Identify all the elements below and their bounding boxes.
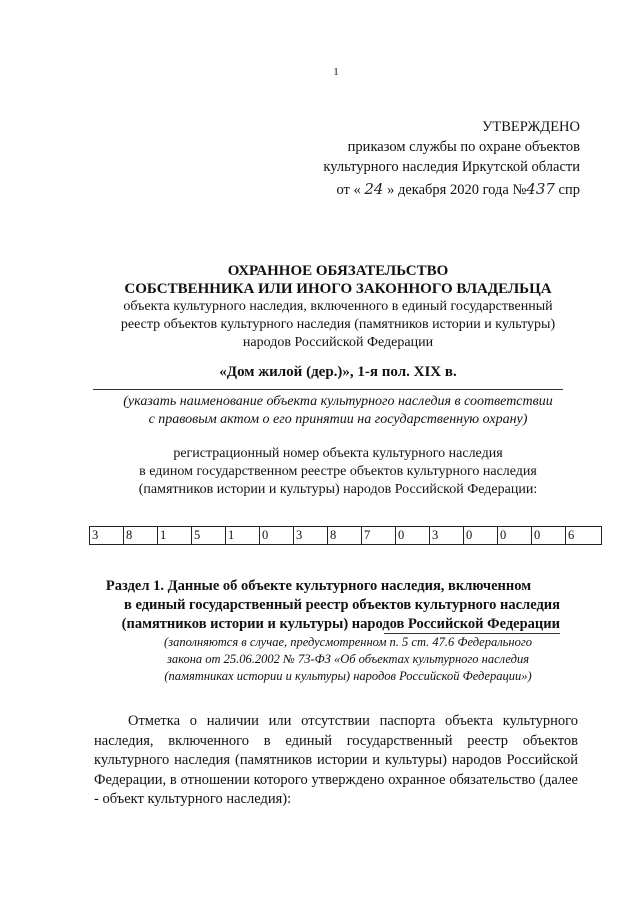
reg-digit-cell: 0 bbox=[396, 527, 430, 545]
approval-heading: УТВЕРЖДЕНО bbox=[482, 119, 580, 135]
object-name-underline bbox=[93, 389, 563, 390]
section-1-title-3: (памятников истории и культуры) народов Российской Федерации bbox=[121, 616, 560, 632]
reg-digit-cell: 0 bbox=[260, 527, 294, 545]
registration-label-3: (памятников истории и культуры) народов Российской Федерации: bbox=[138, 482, 538, 497]
body-paragraph-text: Отметка о наличии или отсутствии паспорта объекта культурного наследия, включенного в единый государственный реестр объектов культурного наследия (памятников истории и культуры) народов Российской Федерации, в отношении которого утверждено охранное обязательство (далее - объект культурного наследия): bbox=[94, 713, 578, 807]
reg-digit-cell: 3 bbox=[294, 527, 328, 545]
reg-digit-cell: 7 bbox=[362, 527, 396, 545]
approval-line-1: приказом службы по охране объектов bbox=[347, 139, 580, 155]
approval-date-line bbox=[336, 179, 580, 200]
registration-label-1: регистрационный номер объекта культурного наследия bbox=[173, 446, 503, 461]
document-title-line-2: СОБСТВЕННИКА ИЛИ ИНОГО ЗАКОННОГО ВЛАДЕЛЬЦА bbox=[124, 281, 552, 297]
object-name: «Дом жилой (дер.)», 1-я пол. XIX в. bbox=[219, 364, 457, 380]
reg-digit-cell: 3 bbox=[90, 527, 124, 545]
date-suffix: спр bbox=[558, 182, 580, 198]
reg-digit-cell: 1 bbox=[158, 527, 192, 545]
reg-digit-cell: 1 bbox=[226, 527, 260, 545]
document-title: ОХРАННОЕ ОБЯЗАТЕЛЬСТВО bbox=[227, 263, 449, 279]
section-1-note-1: (заполняются в случае, предусмотренном п. 5 ст. 47.6 Федерального bbox=[164, 635, 532, 649]
registration-number-row bbox=[90, 527, 602, 545]
section-1-title-2: в единый государственный реестр объектов культурного наследия bbox=[124, 597, 560, 613]
reg-digit-cell: 0 bbox=[464, 527, 498, 545]
reg-digit-cell: 8 bbox=[124, 527, 158, 545]
registration-number-table bbox=[89, 526, 602, 545]
section-1-note-3: (памятниках истории и культуры) народов Российской Федерации») bbox=[164, 669, 532, 683]
page-number: 1 bbox=[333, 66, 339, 78]
reg-digit-cell: 8 bbox=[328, 527, 362, 545]
section-1-title: Раздел 1. Данные об объекте культурного наследия, включенном bbox=[105, 578, 532, 594]
handwritten-day: 24 bbox=[364, 180, 384, 198]
reg-digit-cell: 0 bbox=[532, 527, 566, 545]
document-subtitle-1: объекта культурного наследия, включенного в единый государственный bbox=[123, 299, 553, 314]
section-1-note-2: закона от 25.06.2002 № 73-ФЗ «Об объектах культурного наследия bbox=[166, 652, 530, 666]
reg-digit-cell: 5 bbox=[192, 527, 226, 545]
date-mid: » декабря 2020 года № bbox=[387, 182, 527, 198]
registration-label-2: в едином государственном реестре объектов культурного наследия bbox=[139, 464, 537, 479]
reg-digit-cell: 3 bbox=[430, 527, 464, 545]
object-name-hint-2: с правовым актом о его принятии на государственную охрану) bbox=[148, 412, 528, 427]
date-prefix: от « bbox=[336, 182, 361, 198]
body-paragraph bbox=[94, 712, 578, 810]
object-name-hint-1: (указать наименование объекта культурного наследия в соответствии bbox=[123, 394, 553, 409]
handwritten-order-number: 437 bbox=[526, 180, 555, 198]
approval-line-2: культурного наследия Иркутской области bbox=[323, 159, 580, 175]
reg-digit-cell: 0 bbox=[498, 527, 532, 545]
reg-digit-cell: 6 bbox=[566, 527, 602, 545]
document-subtitle-2: реестр объектов культурного наследия (памятников истории и культуры) bbox=[120, 317, 556, 332]
document-subtitle-3: народов Российской Федерации bbox=[242, 335, 434, 350]
